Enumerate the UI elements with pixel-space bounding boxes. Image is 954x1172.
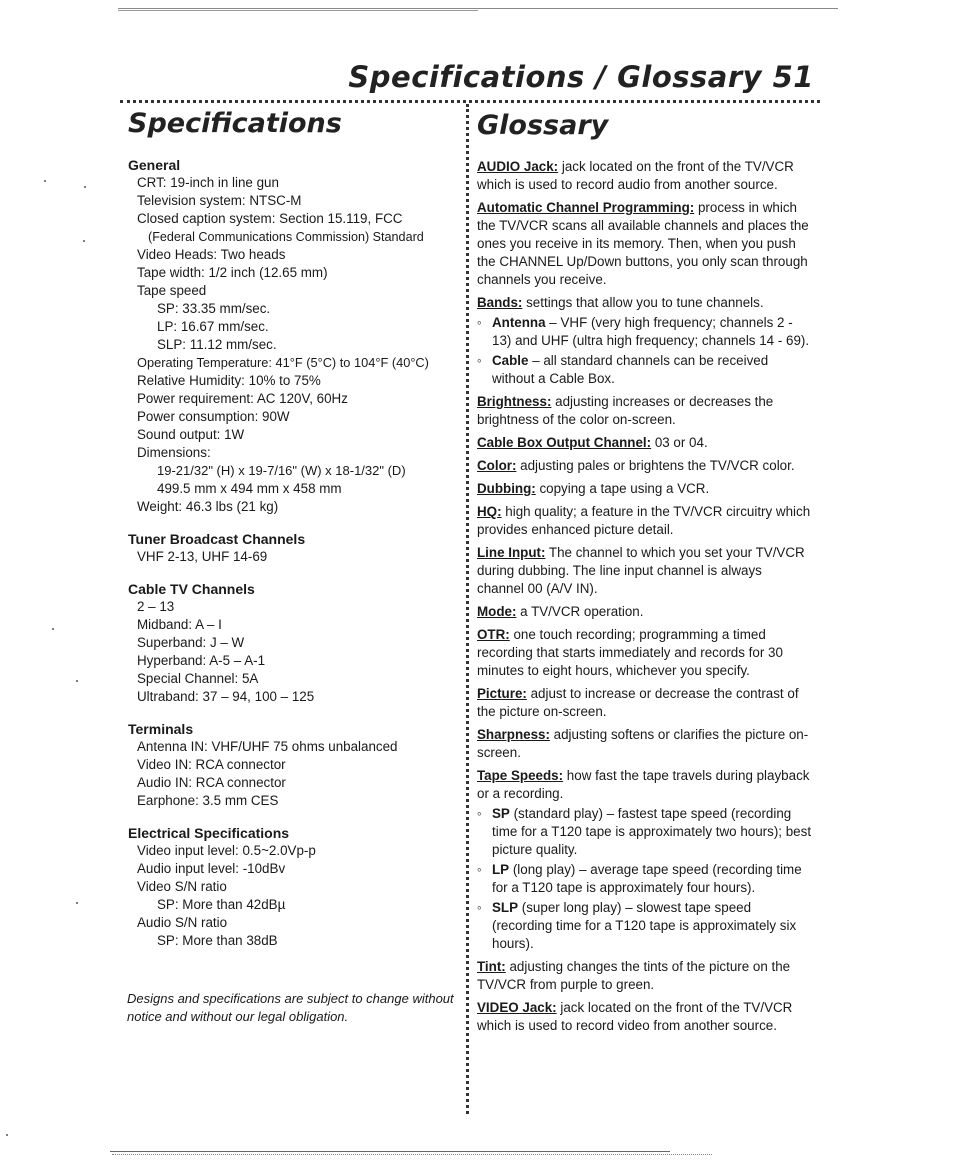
glossary-entry (477, 726, 812, 762)
glossary-heading: Glossary (477, 110, 609, 141)
glossary-definition: copying a tape using a VCR. (535, 481, 710, 496)
glossary-term: Brightness: (477, 394, 552, 409)
glossary-entry (477, 767, 812, 803)
bullet-label: LP (492, 862, 510, 877)
spec-line: Video Heads: Two heads (137, 247, 286, 262)
spec-line: Superband: J – W (137, 635, 245, 650)
glossary-definition: settings that allow you to tune channels. (522, 295, 764, 310)
glossary-definition: process in which the TV/VCR scans all available channels and places the ones you receive in its memory. Then, when you push the CHANNEL Up/Down buttons, you only scan through channels you receive. (477, 200, 809, 287)
scan-speck (76, 902, 78, 904)
spec-line: Weight: 46.3 lbs (21 kg) (137, 499, 279, 514)
glossary-entry (477, 626, 812, 680)
glossary-term: Picture: (477, 686, 527, 701)
scan-edge-top (118, 8, 838, 9)
glossary-entry (477, 685, 812, 721)
spec-line: Closed caption system: Section 15.119, FCC (137, 211, 403, 226)
bullet-text: – all standard channels can be received without a Cable Box. (492, 353, 769, 386)
specifications-disclaimer: Designs and specifications are subject to change without notice and without our legal obligation. (127, 991, 454, 1024)
glossary-entry (477, 958, 812, 994)
spec-line: Ultraband: 37 – 94, 100 – 125 (137, 689, 315, 704)
bullet-label: Antenna (492, 315, 546, 330)
glossary-definition: adjusting increases or decreases the brightness of the color on-screen. (477, 394, 774, 427)
glossary-definition: jack located on the front of the TV/VCR which is used to record video from another source. (477, 1000, 793, 1033)
header-dotted-rule (120, 100, 820, 103)
glossary-term: Color: (477, 458, 517, 473)
spec-group-heading: Cable TV Channels (128, 581, 255, 597)
glossary-term: OTR: (477, 627, 510, 642)
spec-line: Hyperband: A-5 – A-1 (137, 653, 266, 668)
spec-line: SP: 33.35 mm/sec. (157, 301, 271, 316)
glossary-entry (477, 294, 812, 312)
specifications-heading: Specifications (128, 108, 342, 139)
glossary-definition: a TV/VCR operation. (516, 604, 644, 619)
glossary-bullet: ◦ SP (standard play) – fastest tape speed (recording time for a T120 tape is approximately two hours); best picture quality. (477, 806, 812, 857)
glossary-definition: one touch recording; programming a timed recording that starts immediately and records for 30 minutes to eight hours, whichever you specify. (477, 627, 783, 678)
spec-group-heading: General (128, 157, 181, 173)
spec-line: Power requirement: AC 120V, 60Hz (137, 391, 348, 406)
scan-speck (6, 1134, 8, 1136)
glossary-definition: adjusting pales or brightens the TV/VCR color. (516, 458, 795, 473)
spec-group-heading: Electrical Specifications (128, 825, 290, 841)
scan-speck (83, 240, 85, 242)
spec-line: Sound output: 1W (137, 427, 245, 442)
glossary-term: Sharpness: (477, 727, 550, 742)
bullet-text: (standard play) – fastest tape speed (recording time for a T120 tape is approximately two hours); best picture quality. (492, 806, 812, 857)
glossary-definition: The channel to which you set your TV/VCR during dubbing. The line input channel is always channel 00 (A/V IN). (477, 545, 805, 596)
glossary-entry (477, 603, 812, 621)
glossary-term: HQ: (477, 504, 502, 519)
glossary-term: VIDEO Jack: (477, 1000, 557, 1015)
glossary-bullet: ◦ LP (long play) – average tape speed (recording time for a T120 tape is approximately four hours). (477, 862, 802, 895)
glossary-entry (477, 503, 812, 539)
glossary-entry (477, 434, 812, 452)
spec-line: Midband: A – I (137, 617, 222, 632)
spec-line: SP: More than 38dB (157, 933, 278, 948)
spec-line: (Federal Communications Commission) Standard (148, 230, 424, 244)
bullet-label: SLP (492, 900, 519, 915)
glossary-definition: adjusting softens or clarifies the picture on-screen. (477, 727, 809, 760)
glossary-definition: adjusting changes the tints of the picture on the TV/VCR from purple to green. (477, 959, 791, 992)
glossary-bullet: ◦ Antenna – VHF (very high frequency; channels 2 - 13) and UHF (ultra high frequency; channels 14 - 69). (477, 315, 810, 348)
glossary-entry (477, 199, 812, 289)
page-header-title: Specifications / Glossary 51 (348, 60, 814, 94)
spec-line: Power consumption: 90W (137, 409, 290, 424)
glossary-term: Mode: (477, 604, 517, 619)
glossary-term: Dubbing: (477, 481, 536, 496)
glossary-term: AUDIO Jack: (477, 159, 559, 174)
bullet-text: (super long play) – slowest tape speed (recording time for a T120 tape is approximately six hours). (492, 900, 797, 951)
glossary-definition: jack located on the front of the TV/VCR which is used to record audio from another source. (477, 159, 794, 192)
spec-line: Antenna IN: VHF/UHF 75 ohms unbalanced (137, 739, 398, 754)
glossary-bullet: ◦ SLP (super long play) – slowest tape speed (recording time for a T120 tape is approximately six hours). (477, 900, 797, 951)
bullet-text: – VHF (very high frequency; channels 2 - 13) and UHF (ultra high frequency; channels 14 - 69). (492, 315, 810, 348)
scan-edge-bottom (110, 1151, 670, 1152)
bullet-label: SP (492, 806, 510, 821)
glossary-bullet: ◦ Cable – all standard channels can be received without a Cable Box. (477, 353, 769, 386)
spec-group-heading: Tuner Broadcast Channels (128, 531, 306, 547)
spec-line: VHF 2-13, UHF 14-69 (137, 549, 268, 564)
spec-line: Tape speed (137, 283, 207, 298)
spec-line: 499.5 mm x 494 mm x 458 mm (157, 481, 342, 496)
spec-group-heading: Terminals (128, 721, 194, 737)
glossary-definition: how fast the tape travels during playback or a recording. (477, 768, 810, 801)
bullet-text: (long play) – average tape speed (recording time for a T120 tape is approximately four hours). (492, 862, 802, 895)
spec-line: Television system: NTSC-M (137, 193, 302, 208)
spec-line: SLP: 11.12 mm/sec. (157, 337, 277, 352)
spec-line: Earphone: 3.5 mm CES (137, 793, 279, 808)
specifications-column (128, 156, 464, 950)
scan-speck (52, 628, 54, 630)
glossary-term: Tint: (477, 959, 506, 974)
spec-line: CRT: 19-inch in line gun (137, 175, 279, 190)
glossary-term: Bands: (477, 295, 523, 310)
spec-line: LP: 16.67 mm/sec. (157, 319, 269, 334)
spec-line: Dimensions: (137, 445, 211, 460)
glossary-term: Line Input: (477, 545, 546, 560)
glossary-entry (477, 158, 812, 194)
scan-speck (44, 180, 46, 182)
glossary-definition: high quality; a feature in the TV/VCR circuitry which provides enhanced picture detail. (477, 504, 811, 537)
spec-line: Video S/N ratio (137, 879, 227, 894)
glossary-entry (477, 457, 812, 475)
spec-line: Video input level: 0.5~2.0Vp-p (137, 843, 316, 858)
spec-line: Video IN: RCA connector (137, 757, 286, 772)
spec-line: 19-21/32" (H) x 19-7/16" (W) x 18-1/32" (D) (157, 463, 406, 478)
bullet-label: Cable (492, 353, 529, 368)
spec-line: Tape width: 1/2 inch (12.65 mm) (137, 265, 328, 280)
column-divider (466, 104, 469, 1114)
glossary-entry (477, 480, 812, 498)
scan-edge-top (118, 10, 478, 11)
spec-line: Relative Humidity: 10% to 75% (137, 373, 321, 388)
spec-line: Audio IN: RCA connector (137, 775, 286, 790)
glossary-entry (477, 544, 812, 598)
glossary-term: Cable Box Output Channel: (477, 435, 652, 450)
scan-speck (76, 680, 78, 682)
glossary-column (477, 158, 812, 1040)
spec-line: Special Channel: 5A (137, 671, 259, 686)
glossary-term: Automatic Channel Programming: (477, 200, 695, 215)
scan-speck (84, 186, 86, 188)
scan-edge-bottom (112, 1154, 712, 1155)
glossary-definition: adjust to increase or decrease the contrast of the picture on-screen. (477, 686, 799, 719)
spec-line: Operating Temperature: 41°F (5°C) to 104°F (40°C) (137, 355, 429, 370)
spec-line: 2 – 13 (137, 599, 175, 614)
glossary-term: Tape Speeds: (477, 768, 564, 783)
glossary-entry (477, 999, 812, 1035)
spec-line: SP: More than 42dBµ (157, 897, 286, 912)
glossary-definition: 03 or 04. (651, 435, 708, 450)
glossary-entry (477, 393, 812, 429)
spec-line: Audio input level: -10dBv (137, 861, 286, 876)
spec-line: Audio S/N ratio (137, 915, 228, 930)
